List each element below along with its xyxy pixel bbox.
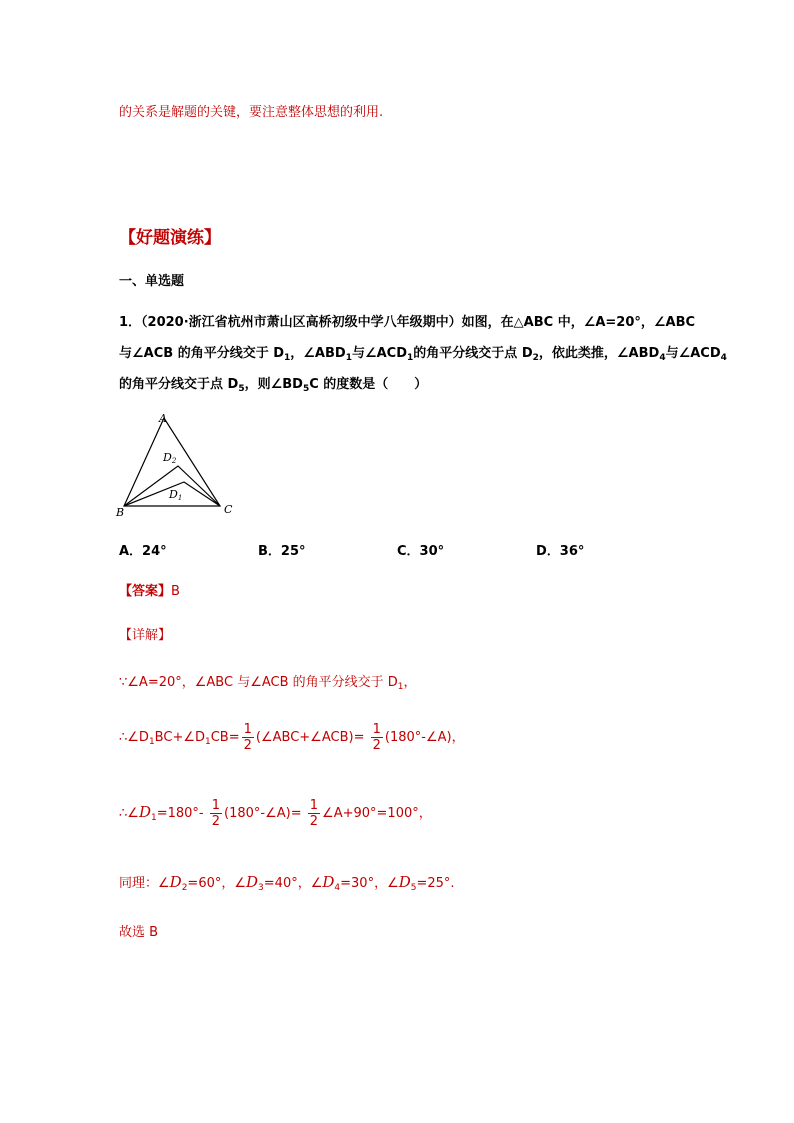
triangle-figure [112,410,242,520]
solution-line-2: $\therefore\angle D_1BC+\angle D_1CB=$ $\frac{1}{2}$ (∠ABC+∠ACB)= $\frac{1}{2}$ (180°-∠A)， [119,722,465,753]
question-line-2: 与∠ACB 的角平分线交于 $D_1$，$\angle ABD_1$与$\angle ACD_1$的角平分线交于点 $D_2$，依此类推，$\angle ABD_4$与$\angle ACD_4$ [119,346,727,363]
answer-value: B [171,584,180,599]
option-a: A．24° [119,544,167,559]
label-a: A [159,412,167,425]
conclusion: 故选 B [119,925,159,940]
label-d1: D1 [169,488,183,502]
fraction-half: $\frac{1}{2}$ [372,722,381,753]
label-b: B [116,506,125,519]
question-line-1: 1．（2020·浙江省杭州市萧山区高桥初级中学八年级期中）如图，在△ABC 中，∠A=20°，∠ABC [119,315,696,330]
detail-label: 【详解】 [119,628,172,643]
answer-label: 【答案】 [119,584,172,599]
solution-line-4: 同理：$\angle D_2=60^\circ$，$\angle D_3=40^\circ$，$\angle D_4=30^\circ$，$\angle D_5=25^\circ$. [119,873,455,893]
fraction-half: $\frac{1}{2}$ [243,722,252,753]
label-c: C [224,503,233,516]
option-d: D．36° [536,544,585,559]
subsection-title: 一、单选题 [119,274,185,289]
answer-line [119,583,180,601]
fraction-half: $\frac{1}{2}$ [211,798,221,829]
solution-line-1: ∵∠A=20°，∠ABC 与∠ACB 的角平分线交于 $D_1$， [119,675,417,692]
fraction-half: $\frac{1}{2}$ [309,798,319,829]
intro-line: 的关系是解题的关键，要注意整体思想的利用. [119,105,384,120]
label-d2: D2 [163,451,177,465]
option-c: C．30° [397,544,445,559]
section-title: 【好题演练】 [119,228,221,248]
option-b: B．25° [258,544,306,559]
question-line-3: 的角平分线交于点 $D_5$，则$\angle BD_5C$ 的度数是（ ） [119,377,428,394]
solution-line-3: $\therefore\angle D_1=180^\circ-$ $\frac{1}{2}$ (180°-∠A)= $\frac{1}{2}$ ∠A+90°=100°， [119,798,432,829]
